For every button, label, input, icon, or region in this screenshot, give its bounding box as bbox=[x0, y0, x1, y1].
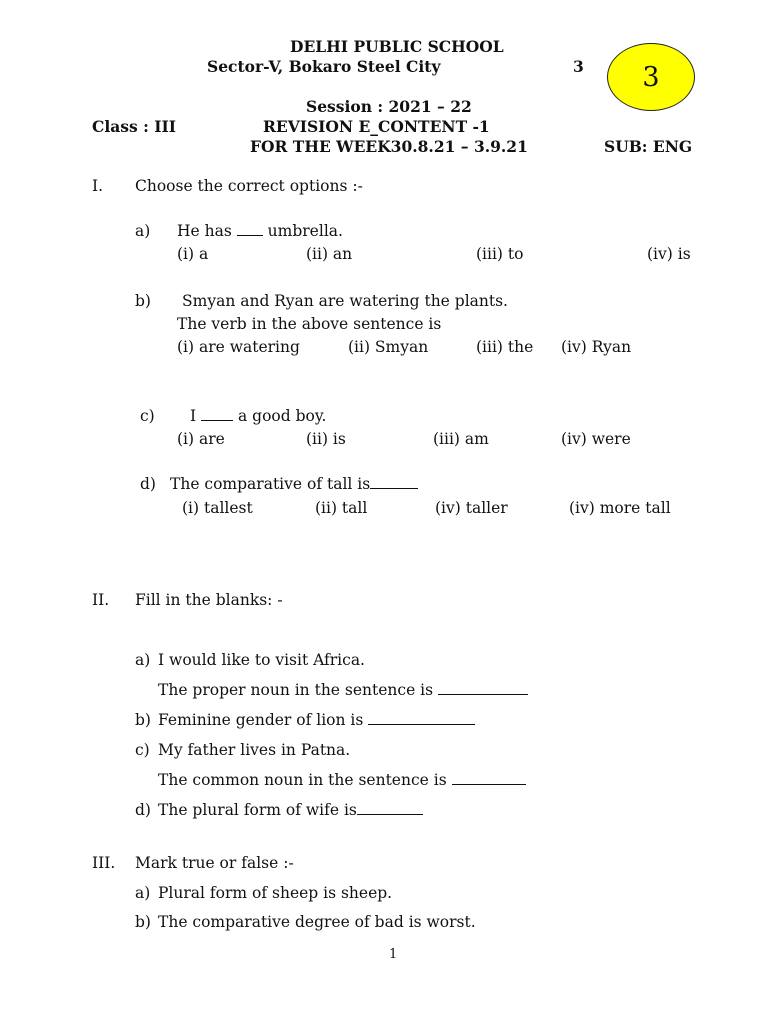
q1c-label: c) bbox=[140, 407, 155, 425]
q1b-line2: The verb in the above sentence is bbox=[177, 315, 442, 333]
q2c-blank[interactable] bbox=[452, 783, 526, 785]
q2d-text: The plural form of wife is bbox=[158, 801, 357, 819]
q1b-option[interactable]: (ii) Smyan bbox=[348, 338, 429, 356]
q1b-label: b) bbox=[135, 292, 151, 310]
section2-title: Fill in the blanks: - bbox=[135, 591, 283, 609]
q2c-line2 bbox=[158, 771, 526, 789]
q1d-option[interactable]: (ii) tall bbox=[315, 499, 368, 517]
q1a-pre: He has bbox=[177, 222, 232, 240]
q3a-text: Plural form of sheep is sheep. bbox=[158, 884, 393, 902]
q1c-blank[interactable] bbox=[201, 419, 233, 421]
page-marker: 3 bbox=[573, 57, 584, 76]
page-number: 1 bbox=[389, 947, 398, 962]
q1d-text: The comparative of tall is bbox=[170, 475, 371, 493]
q2a-label: a) bbox=[135, 651, 151, 669]
badge-number: 3 bbox=[642, 61, 660, 93]
q1c-option[interactable]: (iv) were bbox=[561, 430, 631, 448]
q1a-question bbox=[177, 222, 343, 240]
q2b-blank[interactable] bbox=[368, 723, 475, 725]
q2b-label: b) bbox=[135, 711, 151, 729]
q1b-option[interactable]: (iv) Ryan bbox=[561, 338, 632, 356]
q2d-label: d) bbox=[135, 801, 151, 819]
q1a-option[interactable]: (iv) is bbox=[647, 245, 691, 263]
q1c-question bbox=[190, 407, 326, 425]
q2b-line bbox=[158, 711, 475, 729]
q2d-blank[interactable] bbox=[357, 813, 423, 815]
week-label: FOR THE WEEK30.8.21 – 3.9.21 bbox=[250, 137, 528, 156]
q1c-option[interactable]: (iii) am bbox=[433, 430, 489, 448]
q2c-text: The common noun in the sentence is bbox=[158, 771, 447, 789]
section3-title: Mark true or false :- bbox=[135, 854, 294, 872]
document-title: REVISION E_CONTENT -1 bbox=[263, 117, 490, 136]
q1d-question bbox=[170, 475, 418, 493]
q1c-option[interactable]: (i) are bbox=[177, 430, 225, 448]
q1b-option[interactable]: (i) are watering bbox=[177, 338, 300, 356]
q1b-line1: Smyan and Ryan are watering the plants. bbox=[182, 292, 508, 310]
school-name: DELHI PUBLIC SCHOOL bbox=[290, 37, 504, 56]
subject-label: SUB: ENG bbox=[604, 137, 693, 156]
school-address: Sector-V, Bokaro Steel City bbox=[207, 57, 441, 76]
q2d-line bbox=[158, 801, 423, 819]
q1a-blank[interactable] bbox=[237, 234, 263, 236]
q2c-line1: My father lives in Patna. bbox=[158, 741, 351, 759]
q1c-option[interactable]: (ii) is bbox=[306, 430, 346, 448]
section3-number: III. bbox=[92, 854, 116, 872]
class-label: Class : III bbox=[92, 117, 176, 136]
q1a-option[interactable]: (iii) to bbox=[476, 245, 524, 263]
q1b-option[interactable]: (iii) the bbox=[476, 338, 534, 356]
section2-number: II. bbox=[92, 591, 110, 609]
q1d-label: d) bbox=[140, 475, 156, 493]
section1-title: Choose the correct options :- bbox=[135, 177, 363, 195]
q1d-option[interactable]: (iv) taller bbox=[435, 499, 508, 517]
q1a-label: a) bbox=[135, 222, 151, 240]
q2a-line1: I would like to visit Africa. bbox=[158, 651, 365, 669]
q2b-text: Feminine gender of lion is bbox=[158, 711, 364, 729]
q3a-label: a) bbox=[135, 884, 151, 902]
q1d-option[interactable]: (i) tallest bbox=[182, 499, 253, 517]
session-label: Session : 2021 – 22 bbox=[306, 97, 472, 116]
q2a-text: The proper noun in the sentence is bbox=[158, 681, 434, 699]
q1d-option[interactable]: (iv) more tall bbox=[569, 499, 671, 517]
q2c-label: c) bbox=[135, 741, 150, 759]
q3b-text: The comparative degree of bad is worst. bbox=[158, 913, 476, 931]
q2a-line2 bbox=[158, 681, 528, 699]
q1a-option[interactable]: (i) a bbox=[177, 245, 209, 263]
q1a-option[interactable]: (ii) an bbox=[306, 245, 353, 263]
q3b-label: b) bbox=[135, 913, 151, 931]
q2a-blank[interactable] bbox=[438, 693, 528, 695]
section1-number: I. bbox=[92, 177, 104, 195]
q1c-pre: I bbox=[190, 407, 197, 425]
page-number-badge bbox=[607, 43, 695, 111]
q1a-post: umbrella. bbox=[267, 222, 343, 240]
q1d-blank[interactable] bbox=[370, 487, 418, 489]
q1c-post: a good boy. bbox=[238, 407, 327, 425]
